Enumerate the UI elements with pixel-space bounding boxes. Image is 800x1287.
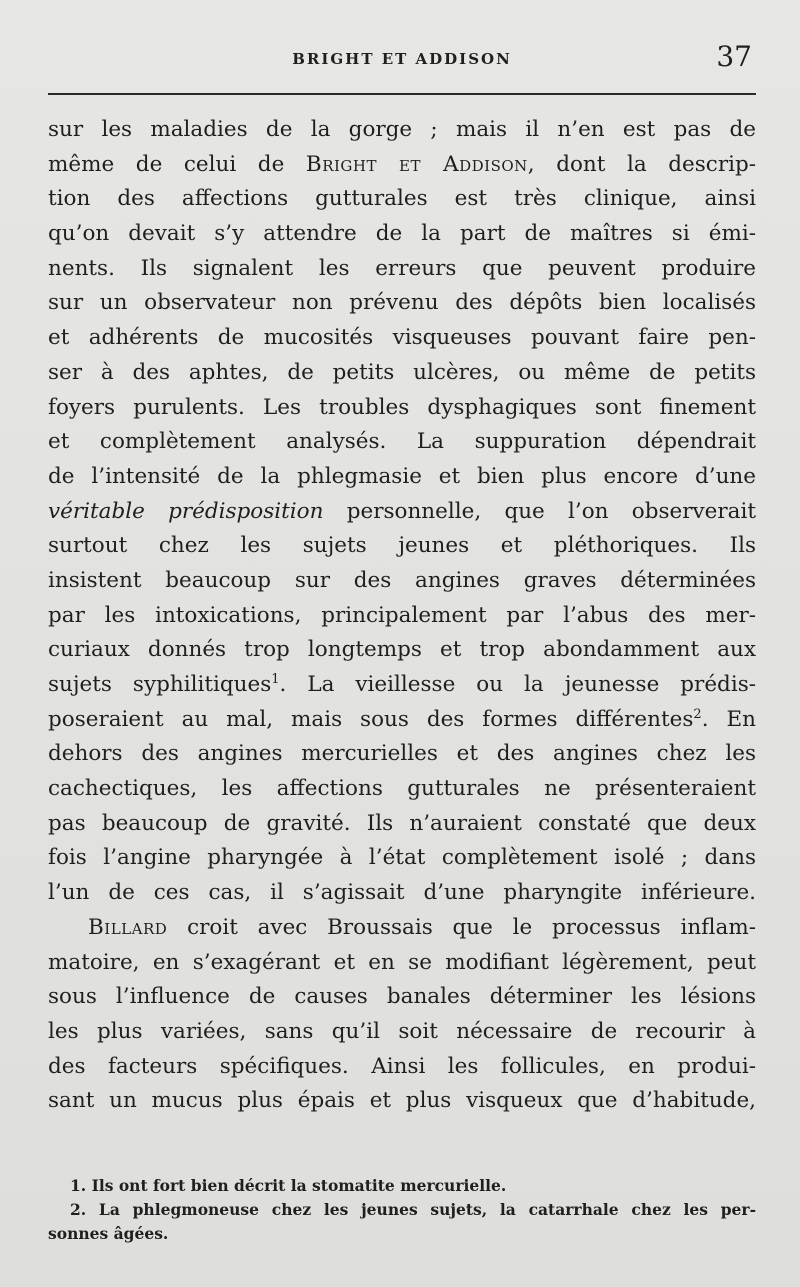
body-text xyxy=(48,113,756,1119)
running-head xyxy=(48,40,756,80)
footnote-2-continued: sonnes âgées. xyxy=(48,1224,169,1243)
text-line: foyers purulents. Les troubles dysphagiques sont finement xyxy=(48,394,756,420)
footnote-ref-2[interactable]: 2 xyxy=(693,706,702,722)
text-line: cachectiques, les affections gutturales ne présenteraient xyxy=(48,776,756,802)
author-names: Bright et Addison xyxy=(305,151,528,177)
footnote-1: 1. Ils ont fort bien décrit la stomatite mercurielle. xyxy=(70,1176,507,1195)
text-line: matoire, en s’exagérant et en se modifiant légèrement, peut xyxy=(48,949,756,975)
text-line xyxy=(48,911,756,946)
text-span: personnelle, que l’on observerait xyxy=(323,498,756,524)
text-line: sur un observateur non prévenu des dépôts bien localisés xyxy=(48,290,756,316)
text-line: sant un mucus plus épais et plus visqueux que d’habitude, xyxy=(48,1088,756,1114)
text-line: l’un de ces cas, il s’agissait d’une pharyngite inférieure. xyxy=(48,880,756,906)
text-span: croit avec Broussais que le processus inflam- xyxy=(167,914,756,940)
footnotes xyxy=(48,1174,756,1246)
text-line: dehors des angines mercurielles et des angines chez les xyxy=(48,741,756,767)
text-line: et complètement analysés. La suppuration dépendrait xyxy=(48,429,756,455)
text-line: des facteurs spécifiques. Ainsi les follicules, en produi- xyxy=(48,1053,756,1079)
text-span: poseraient au mal, mais sous des formes différentes xyxy=(48,706,694,732)
text-line: qu’on devait s’y attendre de la part de maîtres si émi- xyxy=(48,221,756,247)
text-line xyxy=(48,148,756,183)
page-number: 37 xyxy=(716,40,752,73)
text-span: sujets syphilitiques xyxy=(48,672,272,697)
footnote-2: 2. La phlegmoneuse chez les jeunes sujets, la catarrhale chez les per- xyxy=(70,1200,756,1219)
text-span: même de celui de xyxy=(48,151,306,177)
running-title: BRIGHT ET ADDISON xyxy=(292,50,512,68)
text-line xyxy=(48,495,756,530)
text-span: . La vieillesse ou la jeunesse prédis- xyxy=(279,672,756,697)
italic-phrase: véritable prédisposition xyxy=(48,498,324,524)
text-line: les plus variées, sans qu’il soit nécessaire de recourir à xyxy=(48,1018,756,1044)
text-line: nents. Ils signalent les erreurs que peuvent produire xyxy=(48,255,756,281)
footnote-ref-1[interactable]: 1 xyxy=(271,671,280,687)
text-line: sous l’influence de causes banales déterminer les lésions xyxy=(48,984,756,1010)
text-line: curiaux donnés trop longtemps et trop abondamment aux xyxy=(48,637,756,663)
text-line: et adhérents de mucosités visqueuses pouvant faire pen- xyxy=(48,325,756,351)
text-line: tion des affections gutturales est très clinique, ainsi xyxy=(48,186,756,212)
text-line: surtout chez les sujets jeunes et pléthoriques. Ils xyxy=(48,533,756,559)
text-line: sur les maladies de la gorge ; mais il n’en est pas de xyxy=(48,117,756,142)
text-line xyxy=(48,668,756,703)
text-line: de l’intensité de la phlegmasie et bien plus encore d’une xyxy=(48,463,756,489)
author-name: Billard xyxy=(88,914,168,940)
text-span: . En xyxy=(701,706,756,732)
text-line: pas beaucoup de gravité. Ils n’auraient constaté que deux xyxy=(48,810,756,836)
text-span: , dont la descrip- xyxy=(527,151,756,177)
text-line: ser à des aphtes, de petits ulcères, ou même de petits xyxy=(48,359,756,385)
text-line: par les intoxications, principalement par l’abus des mer- xyxy=(48,602,756,628)
header-rule xyxy=(48,93,756,95)
text-line: fois l’angine pharyngée à l’état complètement isolé ; dans xyxy=(48,845,756,871)
text-line: insistent beaucoup sur des angines graves déterminées xyxy=(48,567,756,593)
text-line xyxy=(48,703,756,738)
